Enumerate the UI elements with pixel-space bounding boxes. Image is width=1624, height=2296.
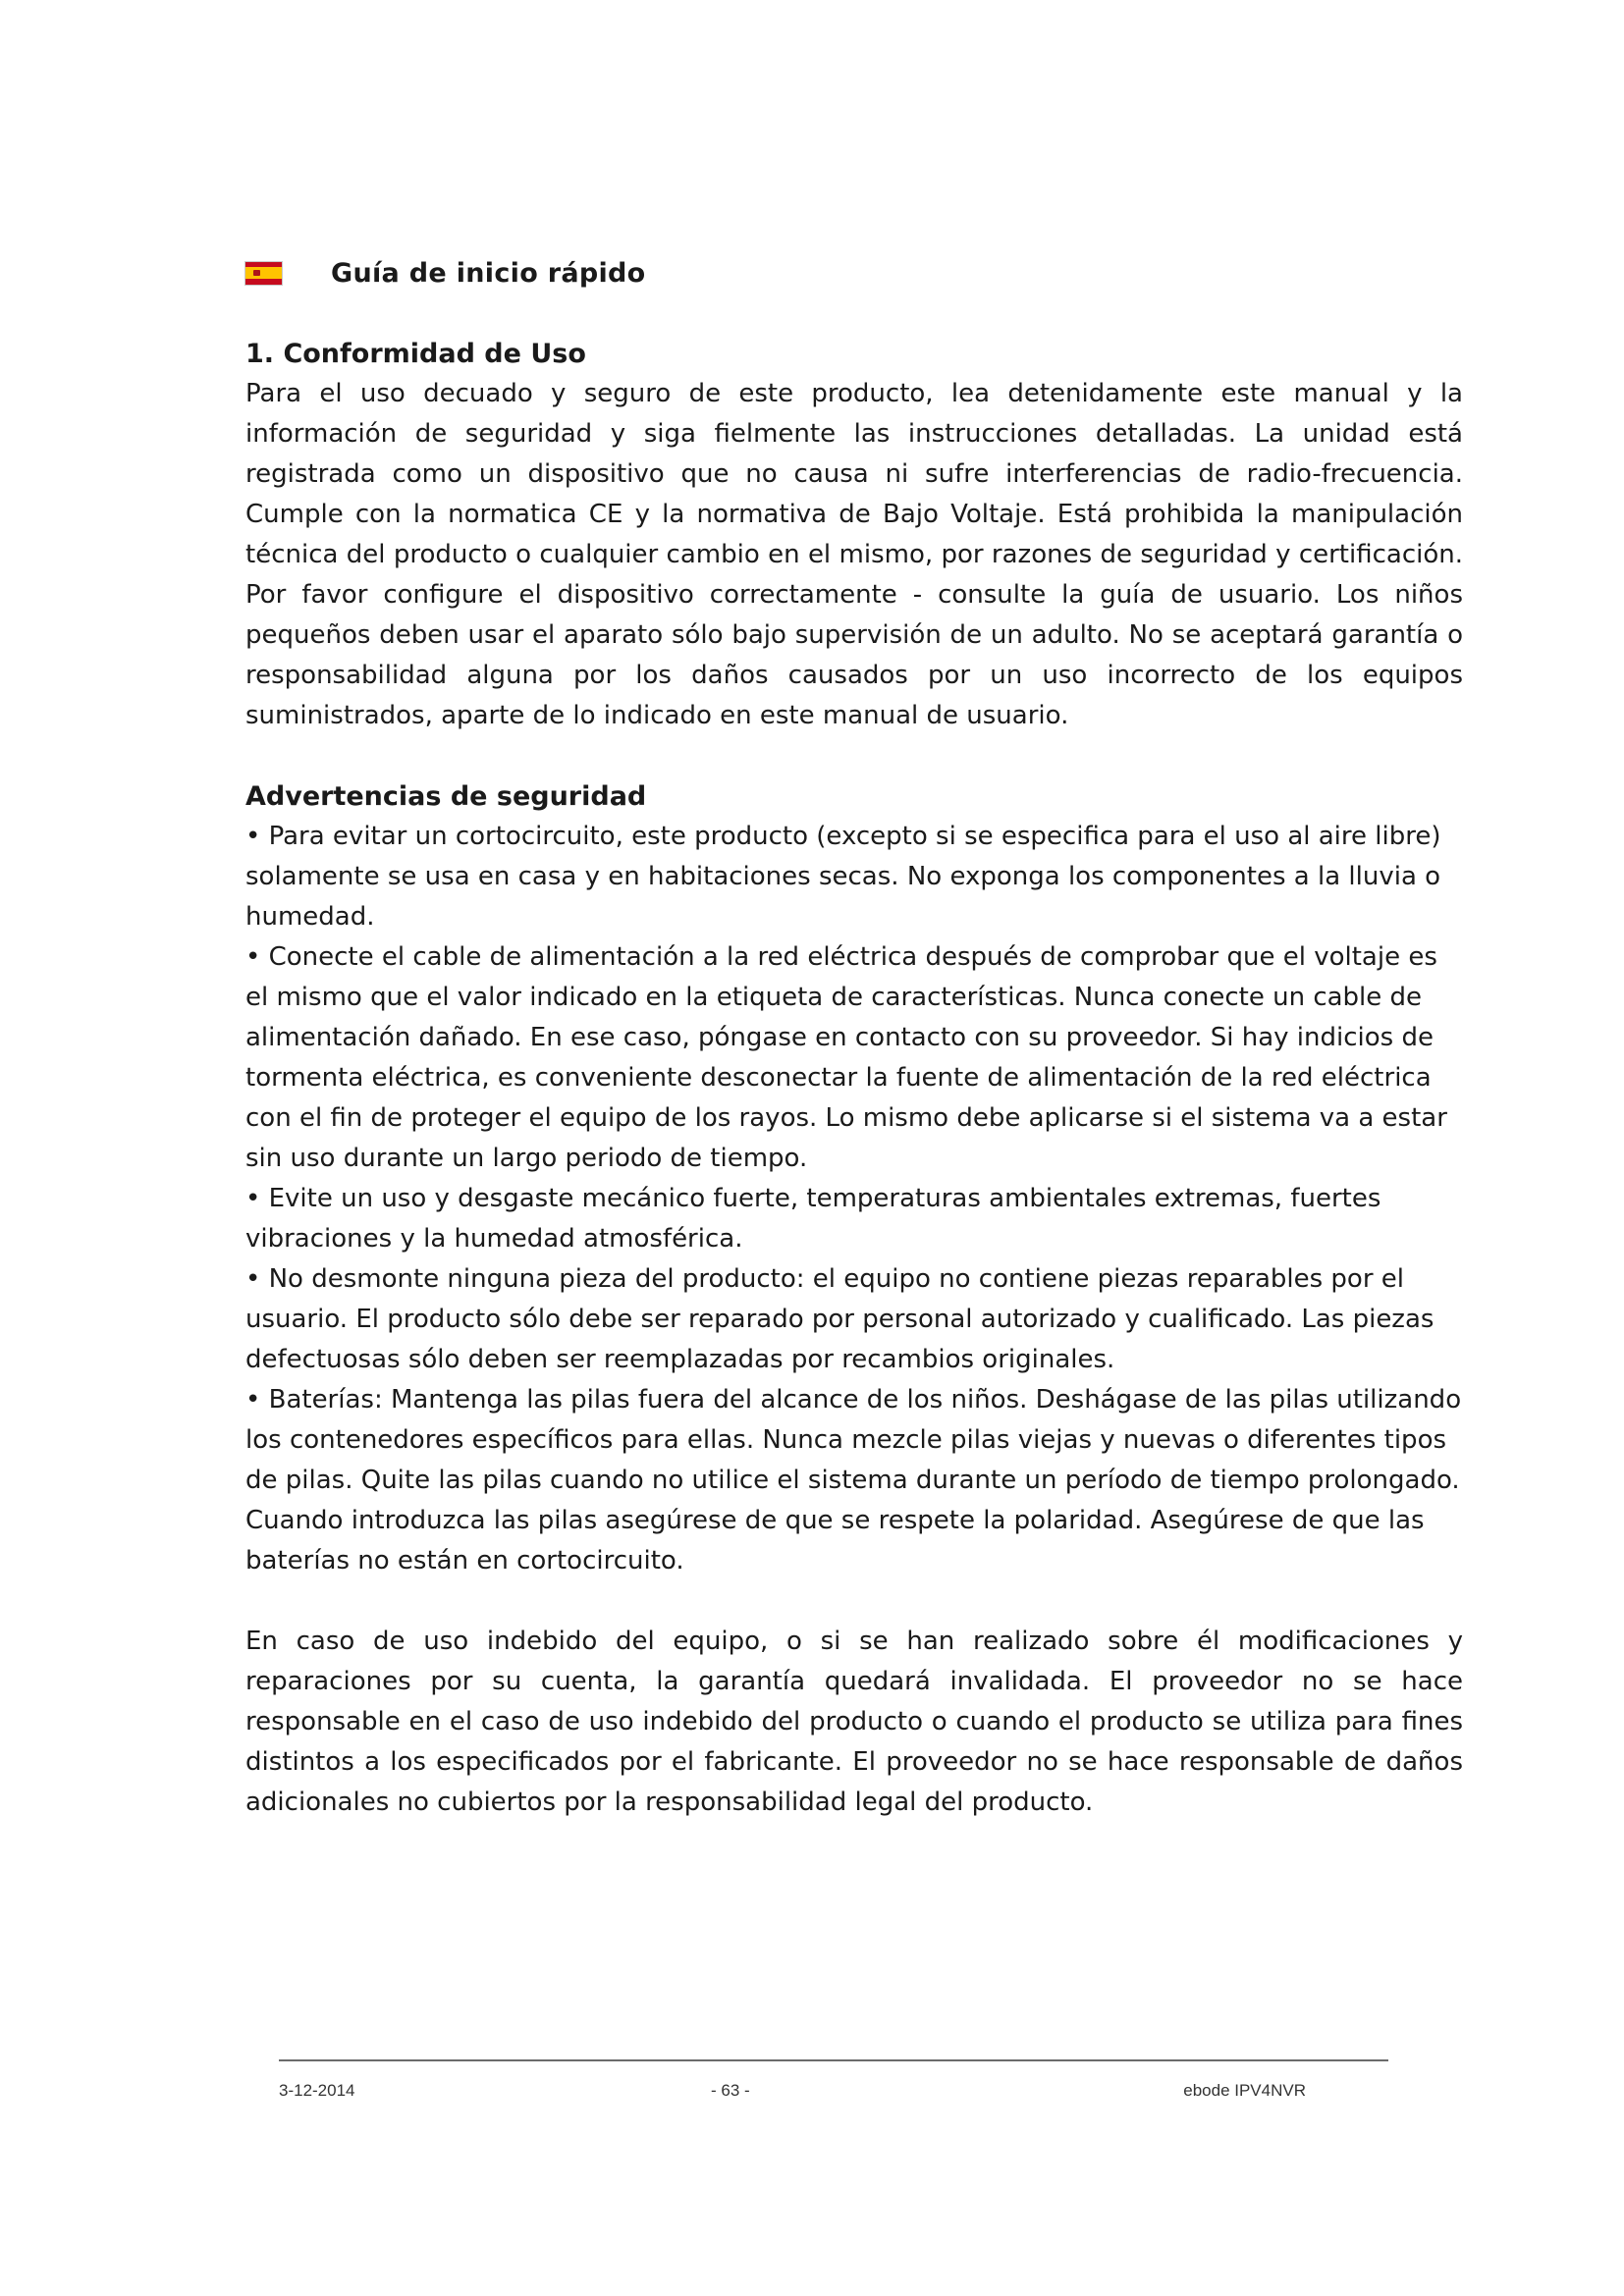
section-heading-advertencias: Advertencias de seguridad — [245, 781, 647, 812]
warning-item: • Baterías: Mantenga las pilas fuera del alcance de los niños. Deshágase de las pilas utilizando los contenedores específicos para ellas. Nunca mezcle pilas viejas y nuevas o diferentes tipos de pilas. Quite las pilas cuando no utilice el sistema durante un período de tiempo prolongado. Cuando introduzca las pilas asegúrese de que se respete la polaridad. Asegúrese de que las baterías no están en cortocircuito. — [245, 1385, 1462, 1575]
conformidad-paragraph: Para el uso decuado y seguro de este producto, lea detenidamente este manual y la información de seguridad y siga fielmente las instrucciones detalladas. La unidad está registrada como un dispositivo que no causa ni sufre interferencias de radio-frecuencia. Cumple con la normatica CE y la normativa de Bajo Voltaje. Está prohibida la manipulación técnica del producto o cualquier cambio en el mismo, por razones de seguridad y certificación. Por favor configure el dispositivo correctamente - consulte la guía de usuario. Los niños pequeños deben usar el aparato sólo bajo supervisión de un adulto. No se aceptará garantía o responsabilidad alguna por los daños causados por un uso incorrecto de los equipos suministrados, aparte de lo indicado en este manual de usuario. — [245, 379, 1463, 730]
footer-date: 3-12-2014 — [279, 2081, 355, 2100]
section-heading-conformidad: 1. Conformidad de Uso — [245, 339, 586, 369]
warning-item: • Evite un uso y desgaste mecánico fuerte, temperaturas ambientales extremas, fuertes vibraciones y la humedad atmosférica. — [245, 1184, 1381, 1254]
footer-page-number: - 63 - — [711, 2081, 750, 2100]
guide-header — [245, 253, 1463, 293]
footer-divider — [279, 2059, 1388, 2061]
document-body — [245, 334, 1463, 1823]
guide-title: Guía de inicio rápido — [331, 257, 646, 289]
warning-item: • No desmonte ninguna pieza del producto: el equipo no contiene piezas reparables por el usuario. El producto sólo debe ser reparado por personal autorizado y cualificado. Las piezas defectuosas sólo deben ser reemplazadas por recambios originales. — [245, 1264, 1435, 1374]
spain-flag-icon — [245, 262, 282, 285]
warning-item: • Para evitar un cortocircuito, este producto (excepto si se especifica para el uso al aire libre) solamente se usa en casa y en habitaciones secas. No exponga los componentes a la lluvia o humedad. — [245, 822, 1441, 932]
warning-item: • Conecte el cable de alimentación a la red eléctrica después de comprobar que el voltaje es el mismo que el valor indicado en la etiqueta de características. Nunca conecte un cable de alimentación dañado. En ese caso, póngase en contacto con su proveedor. Si hay indicios de tormenta eléctrica, es conveniente desconectar la fuente de alimentación de la red eléctrica con el fin de proteger el equipo de los rayos. Lo mismo debe aplicarse si el sistema va a estar sin uso durante un largo periodo de tiempo. — [245, 942, 1447, 1173]
footer-model: ebode IPV4NVR — [1183, 2081, 1306, 2100]
closing-paragraph: En caso de uso indebido del equipo, o si se han realizado sobre él modificaciones y reparaciones por su cuenta, la garantía quedará invalidada. El proveedor no se hace responsable en el caso de uso indebido del producto o cuando el producto se utiliza para fines distintos a los especificados por el fabricante. El proveedor no se hace responsable de daños adicionales no cubiertos por la responsabilidad legal del producto. — [245, 1627, 1463, 1817]
